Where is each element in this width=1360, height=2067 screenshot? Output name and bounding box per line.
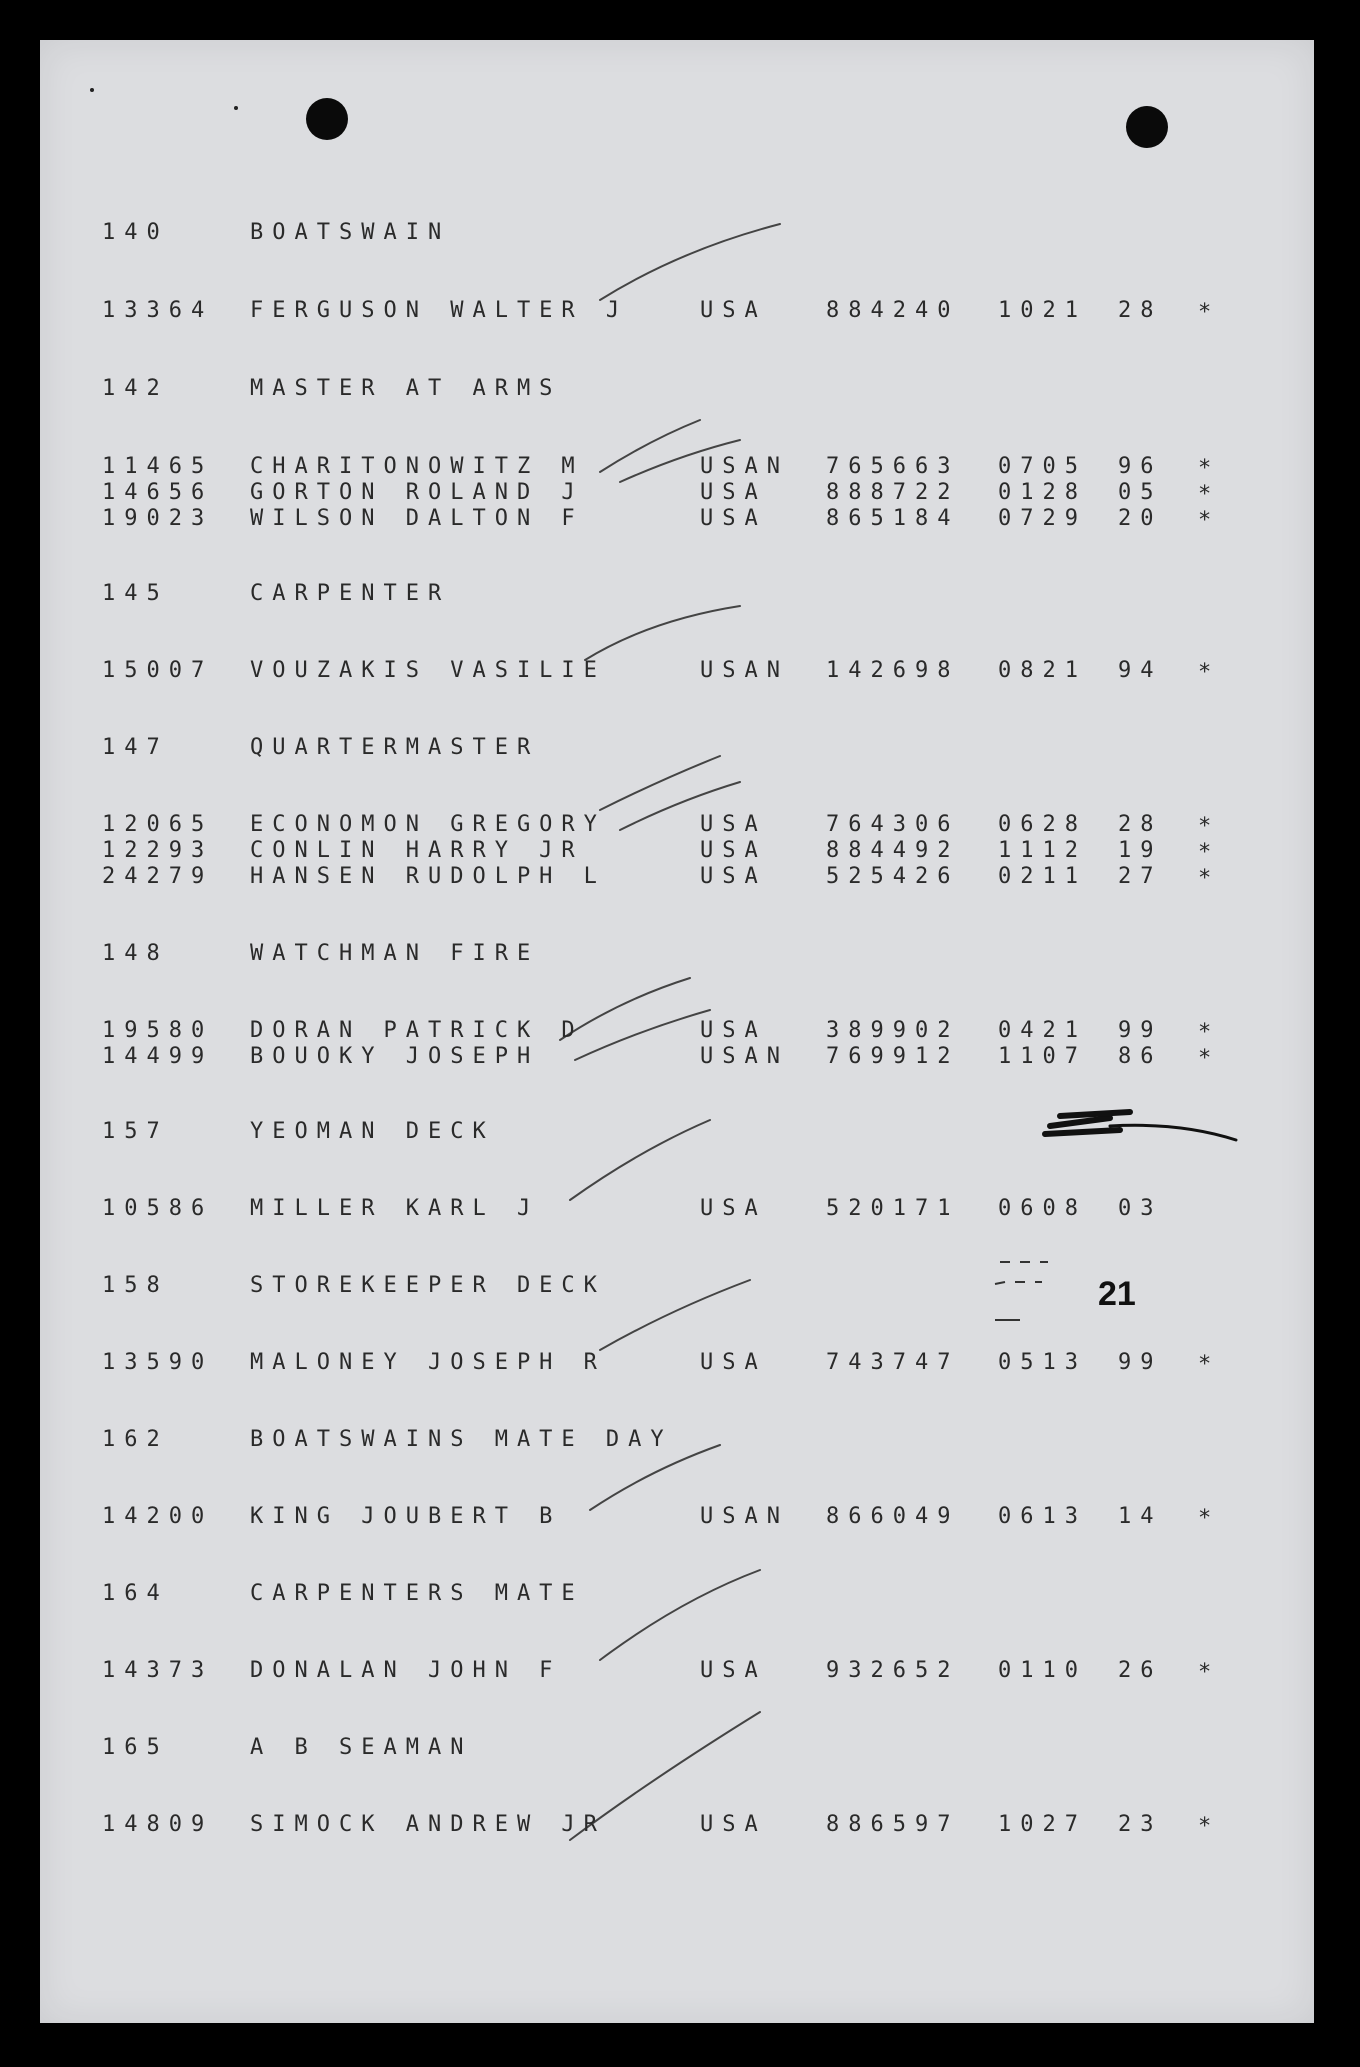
- row-name: MILLER KARL J: [250, 1196, 540, 1221]
- row-value: 27: [1118, 864, 1163, 889]
- section-title: BOATSWAINS MATE DAY: [250, 1427, 673, 1452]
- row-nationality: USA: [700, 1658, 767, 1683]
- row-value: 86: [1118, 1044, 1163, 1069]
- row-date: 1027: [998, 1812, 1087, 1837]
- section-code: 148: [102, 941, 169, 966]
- row-name: KING JOUBERT B: [250, 1504, 562, 1529]
- row-number: 743747: [826, 1350, 960, 1375]
- row-value: 94: [1118, 658, 1163, 683]
- row-star: *: [1198, 1814, 1221, 1839]
- row-id: 14809: [102, 1812, 214, 1837]
- row-nationality: USAN: [700, 1044, 789, 1069]
- section-title: CARPENTERS MATE: [250, 1581, 584, 1606]
- row-number: 765663: [826, 454, 960, 479]
- row-id: 19580: [102, 1018, 214, 1043]
- row-nationality: USA: [700, 812, 767, 837]
- row-nationality: USA: [700, 1350, 767, 1375]
- row-name: CONLIN HARRY JR: [250, 838, 584, 863]
- row-date: 0421: [998, 1018, 1087, 1043]
- row-id: 15007: [102, 658, 214, 683]
- row-date: 0821: [998, 658, 1087, 683]
- row-number: 764306: [826, 812, 960, 837]
- section-code: 142: [102, 376, 169, 401]
- row-number: 525426: [826, 864, 960, 889]
- row-nationality: USA: [700, 1018, 767, 1043]
- row-number: 884240: [826, 298, 960, 323]
- row-value: 28: [1118, 298, 1163, 323]
- row-number: 769912: [826, 1044, 960, 1069]
- row-star: *: [1198, 1046, 1221, 1071]
- section-title: WATCHMAN FIRE: [250, 941, 540, 966]
- row-value: 03: [1118, 1196, 1163, 1221]
- row-value: 99: [1118, 1018, 1163, 1043]
- row-date: 1107: [998, 1044, 1087, 1069]
- row-name: CHARITONOWITZ M: [250, 454, 584, 479]
- row-star: *: [1198, 300, 1221, 325]
- row-nationality: USAN: [700, 454, 789, 479]
- row-id: 10586: [102, 1196, 214, 1221]
- row-star: *: [1198, 482, 1221, 507]
- row-star: *: [1198, 456, 1221, 481]
- section-title: CARPENTER: [250, 581, 451, 606]
- row-date: 1021: [998, 298, 1087, 323]
- row-name: WILSON DALTON F: [250, 506, 584, 531]
- row-nationality: USA: [700, 1812, 767, 1837]
- row-number: 866049: [826, 1504, 960, 1529]
- row-id: 13364: [102, 298, 214, 323]
- row-value: 14: [1118, 1504, 1163, 1529]
- row-date: 0628: [998, 812, 1087, 837]
- row-value: 28: [1118, 812, 1163, 837]
- row-number: 932652: [826, 1658, 960, 1683]
- row-star: *: [1198, 1352, 1221, 1377]
- row-star: *: [1198, 866, 1221, 891]
- row-nationality: USAN: [700, 658, 789, 683]
- row-name: GORTON ROLAND J: [250, 480, 584, 505]
- row-id: 19023: [102, 506, 214, 531]
- row-nationality: USA: [700, 1196, 767, 1221]
- row-date: 0613: [998, 1504, 1087, 1529]
- row-id: 14656: [102, 480, 214, 505]
- row-id: 12293: [102, 838, 214, 863]
- row-date: 0128: [998, 480, 1087, 505]
- row-number: 888722: [826, 480, 960, 505]
- row-number: 389902: [826, 1018, 960, 1043]
- row-name: FERGUSON WALTER J: [250, 298, 629, 323]
- row-date: 0608: [998, 1196, 1087, 1221]
- section-code: 158: [102, 1273, 169, 1298]
- row-name: DONALAN JOHN F: [250, 1658, 562, 1683]
- section-code: 165: [102, 1735, 169, 1760]
- row-id: 24279: [102, 864, 214, 889]
- row-star: *: [1198, 840, 1221, 865]
- row-star: *: [1198, 814, 1221, 839]
- row-name: HANSEN RUDOLPH L: [250, 864, 606, 889]
- row-number: 520171: [826, 1196, 960, 1221]
- row-id: 12065: [102, 812, 214, 837]
- section-title: MASTER AT ARMS: [250, 376, 562, 401]
- row-number: 142698: [826, 658, 960, 683]
- section-title: A B SEAMAN: [250, 1735, 473, 1760]
- page-number: 21: [1098, 1275, 1136, 1313]
- row-value: 96: [1118, 454, 1163, 479]
- row-date: 0705: [998, 454, 1087, 479]
- section-title: QUARTERMASTER: [250, 735, 540, 760]
- section-code: 145: [102, 581, 169, 606]
- row-star: *: [1198, 1506, 1221, 1531]
- row-value: 26: [1118, 1658, 1163, 1683]
- section-code: 157: [102, 1119, 169, 1144]
- row-star: *: [1198, 1660, 1221, 1685]
- row-nationality: USA: [700, 838, 767, 863]
- row-name: MALONEY JOSEPH R: [250, 1350, 606, 1375]
- row-date: 0513: [998, 1350, 1087, 1375]
- row-date: 1112: [998, 838, 1087, 863]
- row-star: *: [1198, 660, 1221, 685]
- row-date: 0729: [998, 506, 1087, 531]
- row-name: SIMOCK ANDREW JR: [250, 1812, 606, 1837]
- row-id: 14373: [102, 1658, 214, 1683]
- row-id: 14499: [102, 1044, 214, 1069]
- row-nationality: USA: [700, 298, 767, 323]
- section-code: 147: [102, 735, 169, 760]
- row-nationality: USA: [700, 506, 767, 531]
- row-name: BOUOKY JOSEPH: [250, 1044, 540, 1069]
- row-number: 886597: [826, 1812, 960, 1837]
- row-number: 865184: [826, 506, 960, 531]
- row-date: 0110: [998, 1658, 1087, 1683]
- section-code: 140: [102, 220, 169, 245]
- section-title: YEOMAN DECK: [250, 1119, 495, 1144]
- row-value: 05: [1118, 480, 1163, 505]
- row-nationality: USA: [700, 480, 767, 505]
- section-title: BOATSWAIN: [250, 220, 451, 245]
- row-date: 0211: [998, 864, 1087, 889]
- row-value: 23: [1118, 1812, 1163, 1837]
- row-id: 13590: [102, 1350, 214, 1375]
- row-name: DORAN PATRICK D: [250, 1018, 584, 1043]
- row-id: 14200: [102, 1504, 214, 1529]
- section-code: 162: [102, 1427, 169, 1452]
- row-nationality: USA: [700, 864, 767, 889]
- section-title: STOREKEEPER DECK: [250, 1273, 606, 1298]
- row-number: 884492: [826, 838, 960, 863]
- row-value: 19: [1118, 838, 1163, 863]
- row-id: 11465: [102, 454, 214, 479]
- section-code: 164: [102, 1581, 169, 1606]
- row-star: *: [1198, 1020, 1221, 1045]
- row-value: 20: [1118, 506, 1163, 531]
- row-nationality: USAN: [700, 1504, 789, 1529]
- row-name: ECONOMON GREGORY: [250, 812, 606, 837]
- row-value: 99: [1118, 1350, 1163, 1375]
- row-name: VOUZAKIS VASILIE: [250, 658, 606, 683]
- row-star: *: [1198, 508, 1221, 533]
